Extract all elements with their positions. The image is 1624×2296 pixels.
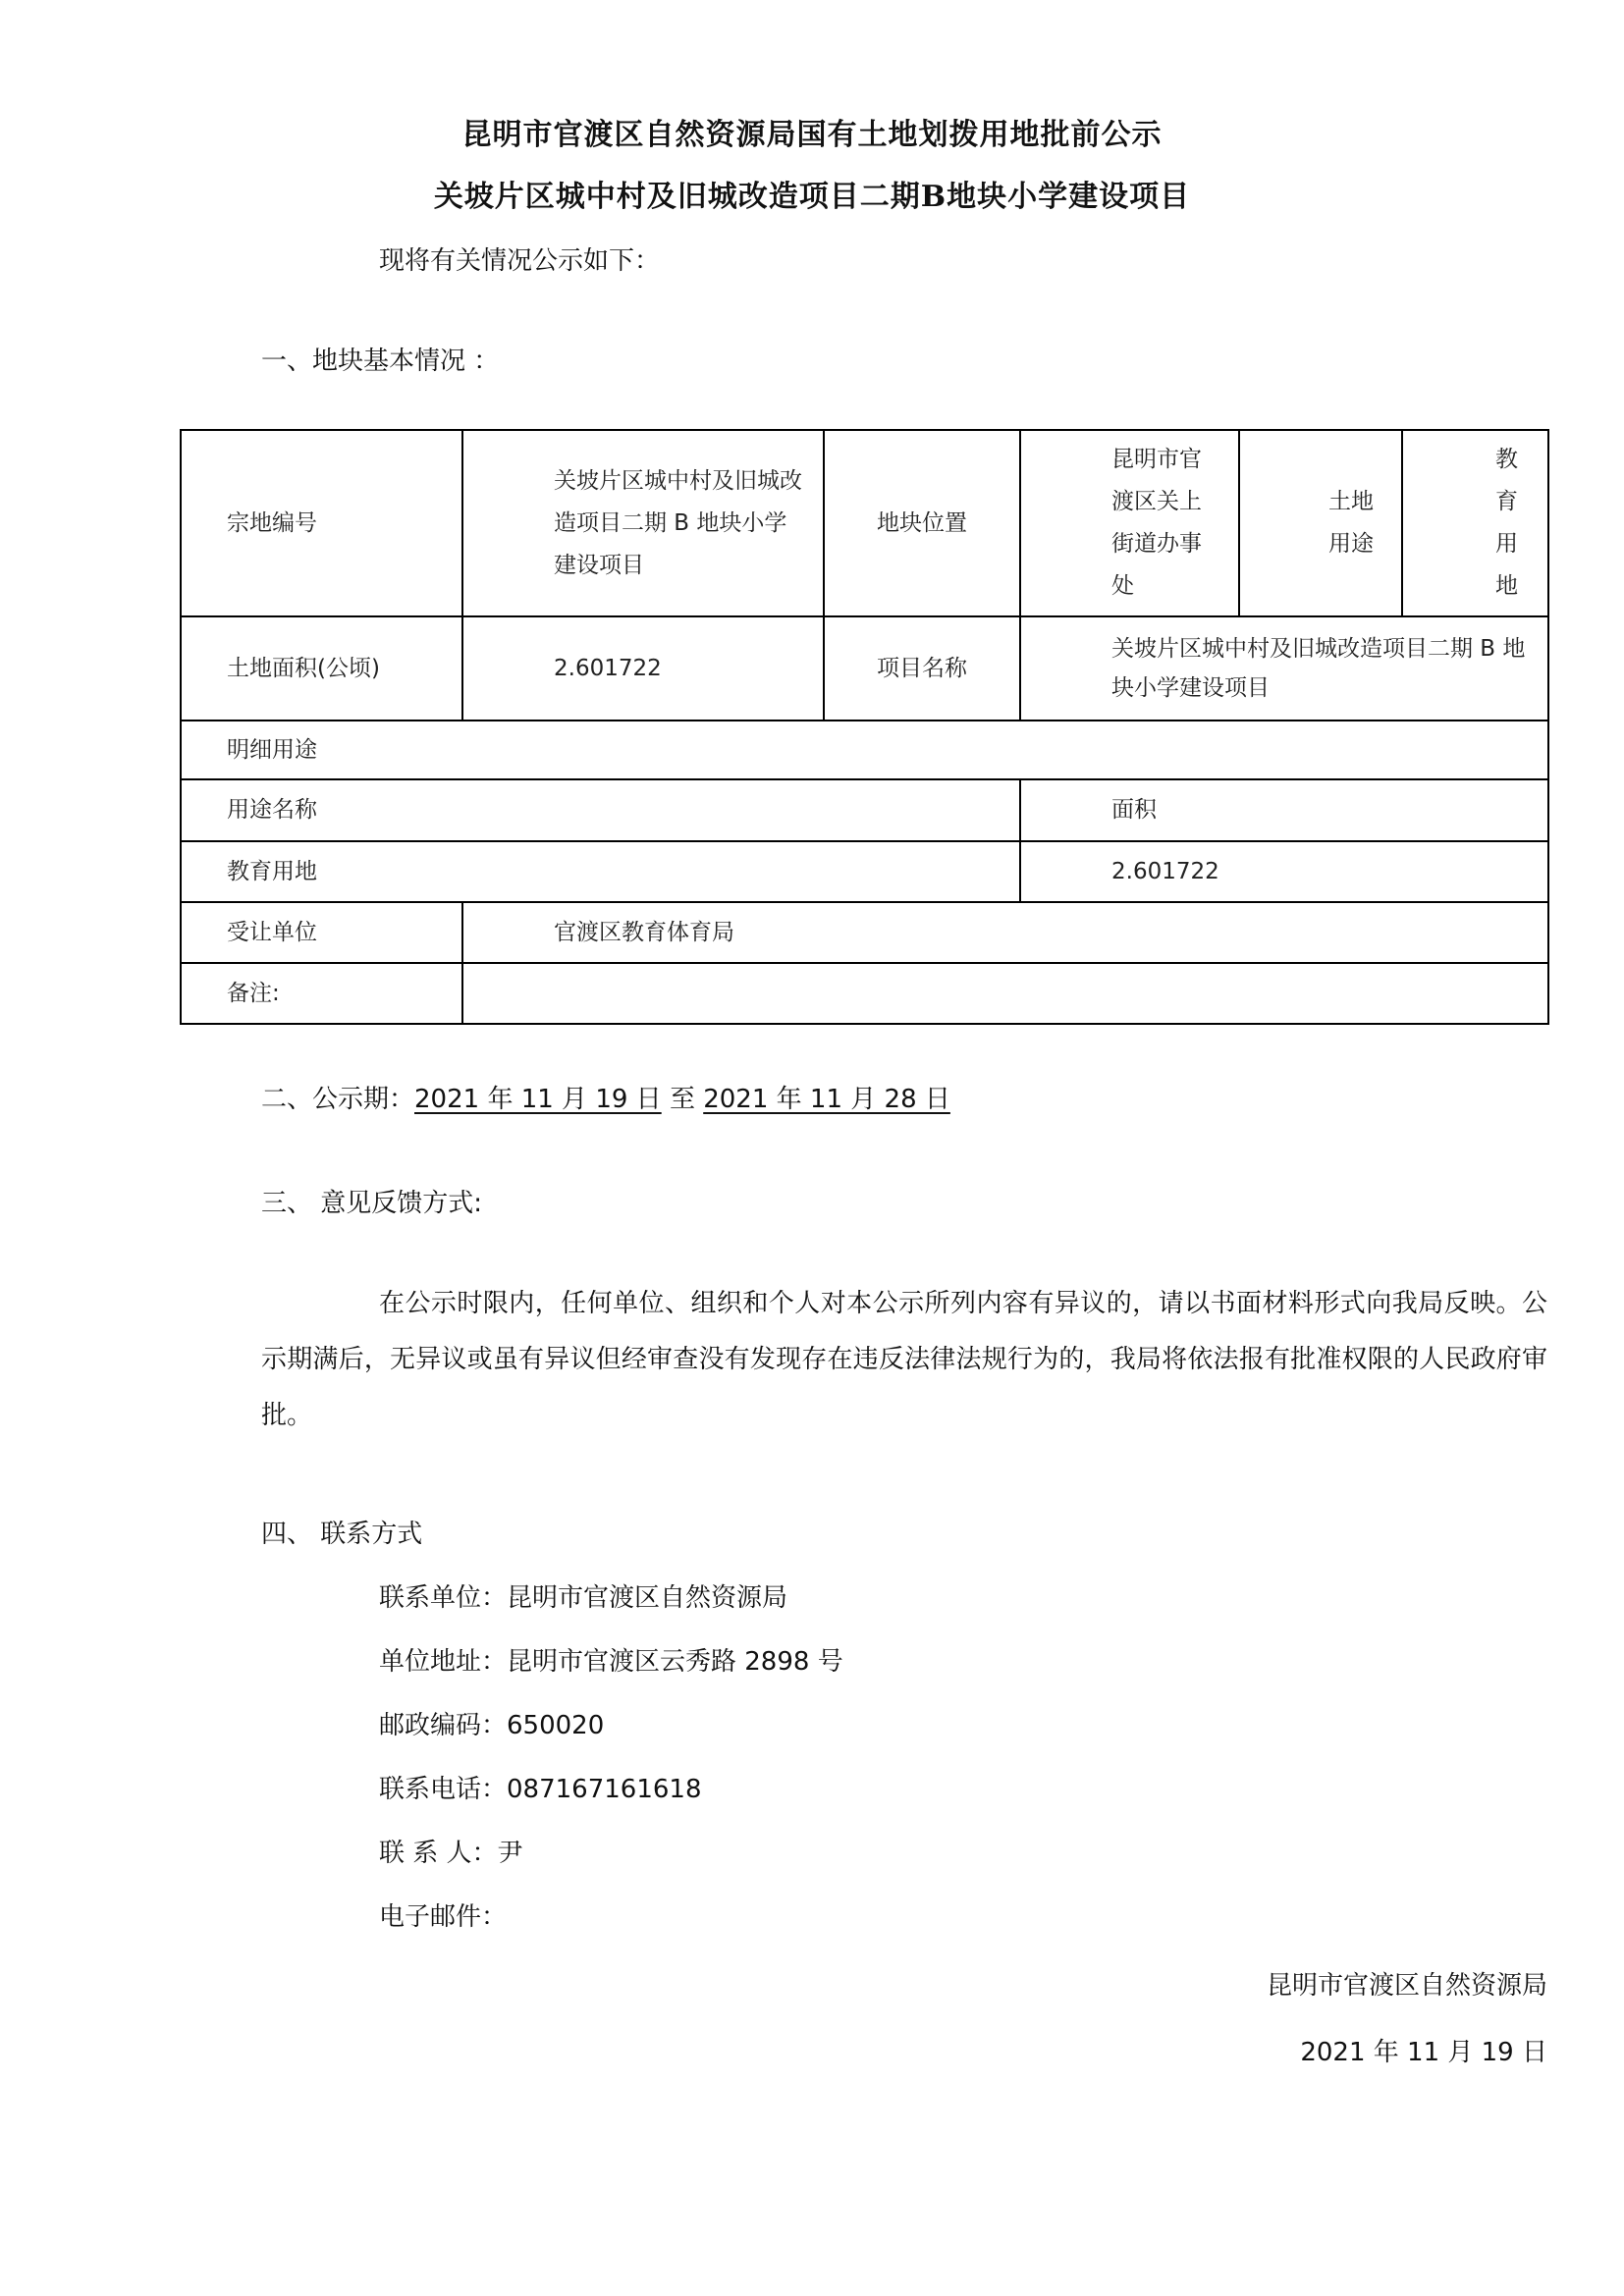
period-to: 至 bbox=[661, 1085, 704, 1114]
transferee-label: 受让单位 bbox=[181, 902, 462, 963]
period-end-date: 2021 年 11 月 28 日 bbox=[703, 1085, 950, 1114]
table-row bbox=[181, 430, 1548, 616]
contact-phone: 联系电话：087167161618 bbox=[379, 1775, 702, 1804]
parcel-number-label: 宗地编号 bbox=[181, 430, 462, 616]
contact-email: 电子邮件： bbox=[379, 1902, 508, 1932]
parcel-number-value: 关坡片区城中村及旧城改造项目二期 B 地块小学建设项目 bbox=[462, 430, 824, 616]
detail-use-label: 明细用途 bbox=[181, 721, 1548, 779]
use-name-header: 用途名称 bbox=[181, 779, 1020, 841]
table-row bbox=[181, 841, 1548, 902]
land-area-value: 2.601722 bbox=[462, 616, 824, 721]
intro-text: 现将有关情况公示如下： bbox=[379, 246, 661, 276]
land-info-table bbox=[180, 429, 1549, 1025]
section-4-heading: 四、 联系方式 bbox=[261, 1520, 423, 1549]
remark-label: 备注: bbox=[181, 963, 462, 1024]
section-3-heading: 三、 意见反馈方式: bbox=[261, 1189, 483, 1218]
land-area-label: 土地面积(公顷) bbox=[181, 616, 462, 721]
title-line-2: 关坡片区城中村及旧城改造项目二期B地块小学建设项目 bbox=[433, 180, 1191, 214]
detail-use-name: 教育用地 bbox=[181, 841, 1020, 902]
table-row bbox=[181, 616, 1548, 721]
signature-organization: 昆明市官渡区自然资源局 bbox=[1266, 1971, 1547, 2001]
section-2-heading bbox=[261, 1084, 950, 1115]
title-line-1: 昆明市官渡区自然资源局国有土地划拨用地批前公示 bbox=[461, 118, 1163, 152]
transferee-value: 官渡区教育体育局 bbox=[462, 902, 1548, 963]
section-1-heading: 一、地块基本情况 ： bbox=[261, 347, 500, 376]
table-row bbox=[181, 963, 1548, 1024]
area-header: 面积 bbox=[1020, 779, 1548, 841]
remark-value bbox=[462, 963, 1548, 1024]
publicity-period-prefix: 二、公示期： bbox=[261, 1085, 415, 1114]
location-label: 地块位置 bbox=[824, 430, 1020, 616]
land-use-value: 教育用地 bbox=[1402, 430, 1548, 616]
detail-use-area: 2.601722 bbox=[1020, 841, 1548, 902]
table-row bbox=[181, 721, 1548, 779]
contact-address: 单位地址：昆明市官渡区云秀路 2898 号 bbox=[379, 1647, 843, 1677]
feedback-paragraph: 在公示时限内，任何单位、组织和个人对本公示所列内容有异议的，请以书面材料形式向我局反映。公示期满后，无异议或虽有异议但经审查没有发现存在违反法律法规行为的，我局将依法报有批准权限的人民政府审批。 bbox=[261, 1289, 1547, 1430]
contact-person: 联 系 人：尹 bbox=[379, 1839, 523, 1868]
land-use-label: 土地用途 bbox=[1239, 430, 1402, 616]
contact-postcode: 邮政编码：650020 bbox=[379, 1711, 605, 1740]
table-row bbox=[181, 902, 1548, 963]
project-name-value: 关坡片区城中村及旧城改造项目二期 B 地块小学建设项目 bbox=[1020, 616, 1548, 721]
period-start-date: 2021 年 11 月 19 日 bbox=[414, 1085, 662, 1114]
signature-date: 2021 年 11 月 19 日 bbox=[1300, 2038, 1547, 2067]
location-value: 昆明市官渡区关上街道办事处 bbox=[1020, 430, 1239, 616]
contact-unit: 联系单位：昆明市官渡区自然资源局 bbox=[379, 1583, 788, 1613]
project-name-label: 项目名称 bbox=[824, 616, 1020, 721]
table-row bbox=[181, 779, 1548, 841]
